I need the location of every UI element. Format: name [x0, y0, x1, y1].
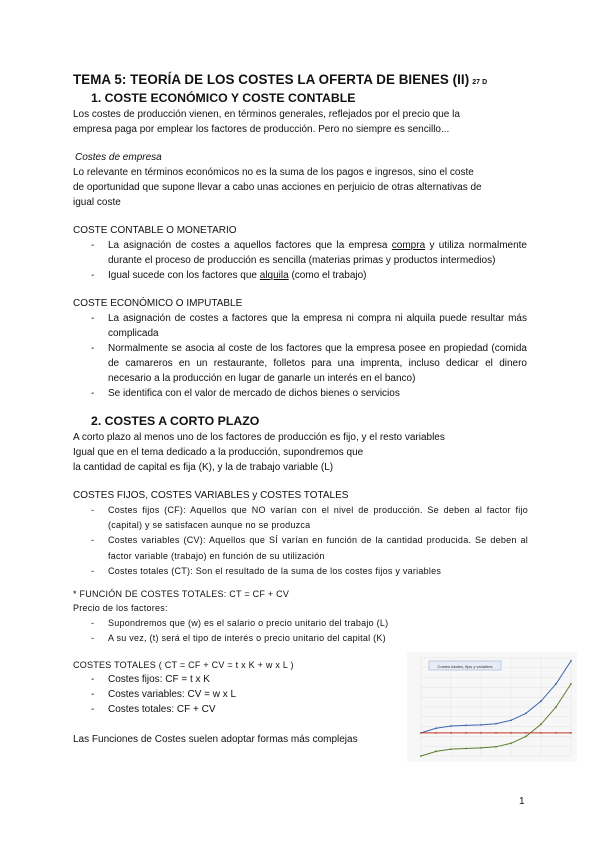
data-point-cf [495, 732, 497, 734]
title-date: 27 D [472, 79, 488, 86]
section-2-heading: 2. COSTES A CORTO PLAZO [91, 414, 260, 428]
list-item: - Costes fijos (CF): Aquellos que NO varían con el nivel de producción. Se deben al factor fijo (capital) y se satisfacen aunque no se produzca [73, 503, 528, 533]
section-1-heading: 1. COSTE ECONÓMICO Y COSTE CONTABLE [91, 91, 356, 105]
data-point-cv [555, 706, 557, 708]
data-point-cv [570, 683, 572, 685]
costes-fijos-heading: COSTES FIJOS, COSTES VARIABLES y COSTES TOTALES [73, 490, 349, 501]
data-point-cf [480, 732, 482, 734]
data-point-cv [420, 755, 422, 757]
data-point-cv [525, 736, 527, 738]
data-point-cf [435, 732, 437, 734]
precio-label: Precio de los factores: [73, 603, 168, 613]
costes-totales-heading: COSTES TOTALES ( CT = CF + CV = t x K + w x L ) [73, 660, 294, 670]
list-item: - Igual sucede con los factores que alquila (como el trabajo) [73, 268, 527, 283]
data-point-ct [540, 700, 542, 702]
underlined-word: compra [391, 240, 426, 251]
data-point-ct [525, 712, 527, 714]
precio-list [73, 616, 528, 646]
cost-chart [407, 652, 577, 762]
data-point-cv [495, 746, 497, 748]
data-point-cf [465, 732, 467, 734]
costes-list [73, 503, 528, 579]
data-point-cf [420, 732, 422, 734]
list-item: - Costes totales (CT): Son el resultado de la suma de los costes fijos y variables [73, 564, 528, 579]
list-item: - A su vez, (t) será el tipo de interés o precio unitario del capital (K) [73, 631, 528, 646]
data-point-ct [570, 660, 572, 662]
list-item: - Costes variables (CV): Aquellos que SÍ varían en función de la cantidad producida. Se deben al factor variable (trabajo) en función de su utilización [73, 533, 528, 563]
contable-list [73, 238, 527, 283]
data-point-cv [465, 748, 467, 750]
list-item: - La asignación de costes a factores que la empresa ni compra ni alquila puede resultar más complicada [73, 311, 527, 341]
data-point-cv [450, 748, 452, 750]
relevante-paragraph [73, 165, 482, 210]
data-point-cv [435, 751, 437, 753]
list-item: - Costes fijos: CF = t x K [73, 672, 393, 687]
economico-list [73, 311, 527, 401]
document-title: TEMA 5: TEORÍA DE LOS COSTES LA OFERTA DE BIENES (II) 27 D [73, 72, 488, 87]
economico-heading: COSTE ECONÓMICO O IMPUTABLE [73, 298, 243, 309]
relevante-line: de oportunidad que supone llevar a cabo unas acciones en perjuicio de otras alternativas de [73, 182, 482, 193]
relevante-line: igual coste [73, 197, 121, 208]
data-point-cv [510, 742, 512, 744]
data-point-cv [540, 723, 542, 725]
list-item: - Costes variables: CV = w x L [73, 687, 393, 702]
data-point-ct [495, 723, 497, 725]
intro-line: la cantidad de capital es fija (K), y la de trabajo variable (L) [73, 462, 334, 473]
data-point-cf [540, 732, 542, 734]
data-point-ct [450, 725, 452, 727]
data-point-ct [480, 724, 482, 726]
funcion-heading: * FUNCIÓN DE COSTES TOTALES: CT = CF + CV [73, 589, 290, 599]
list-item: - Normalmente se asocia al coste de los factores que la empresa posee en propiedad (comida de camareros en un restaurante, folletos para una imprenta, incluso dedicar el dinero necesario a la producción en lugar de ganarle un interés en el banco) [73, 341, 527, 386]
list-item: - La asignación de costes a aquellos factores que la empresa compra y utiliza normalmente durante el proceso de producción es sencilla (materias primas y productos intermedios) [73, 238, 527, 268]
intro-line: Igual que en el tema dedicado a la producción, supondremos que [73, 447, 364, 458]
data-point-cf [450, 732, 452, 734]
list-item: - Supondremos que (w) es el salario o precio unitario del trabajo (L) [73, 616, 528, 631]
section-1-intro [73, 107, 460, 137]
data-point-cf [525, 732, 527, 734]
data-point-cf [555, 732, 557, 734]
costes-empresa-label: Costes de empresa [75, 152, 162, 163]
data-point-cv [480, 747, 482, 749]
page-number: 1 [519, 796, 525, 807]
data-point-ct [435, 727, 437, 729]
data-point-ct [510, 719, 512, 721]
data-point-cf [570, 732, 572, 734]
intro-line: Los costes de producción vienen, en términos generales, reflejados por el precio que la [73, 109, 460, 120]
data-point-cf [510, 732, 512, 734]
data-point-ct [555, 683, 557, 685]
chart-title: Costes totales, fijos y variables [437, 664, 493, 669]
relevante-line: Lo relevante en términos económicos no es la suma de los pagos e ingresos, sino el coste [73, 167, 474, 178]
list-item: - Costes totales: CF + CV [73, 702, 393, 717]
list-item: - Se identifica con el valor de mercado de dichos bienes o servicios [73, 386, 527, 401]
totales-list [73, 672, 393, 717]
intro-line: A corto plazo al menos uno de los factores de producción es fijo, y el resto variables [73, 432, 445, 443]
contable-heading: COSTE CONTABLE O MONETARIO [73, 225, 237, 236]
intro-line: empresa paga por emplear los factores de producción. Pero no siempre es sencillo... [73, 124, 450, 135]
section-2-intro [73, 430, 445, 475]
underlined-word: alquila [259, 270, 289, 281]
funciones-note: Las Funciones de Costes suelen adoptar formas más complejas [73, 734, 358, 745]
data-point-ct [465, 725, 467, 727]
